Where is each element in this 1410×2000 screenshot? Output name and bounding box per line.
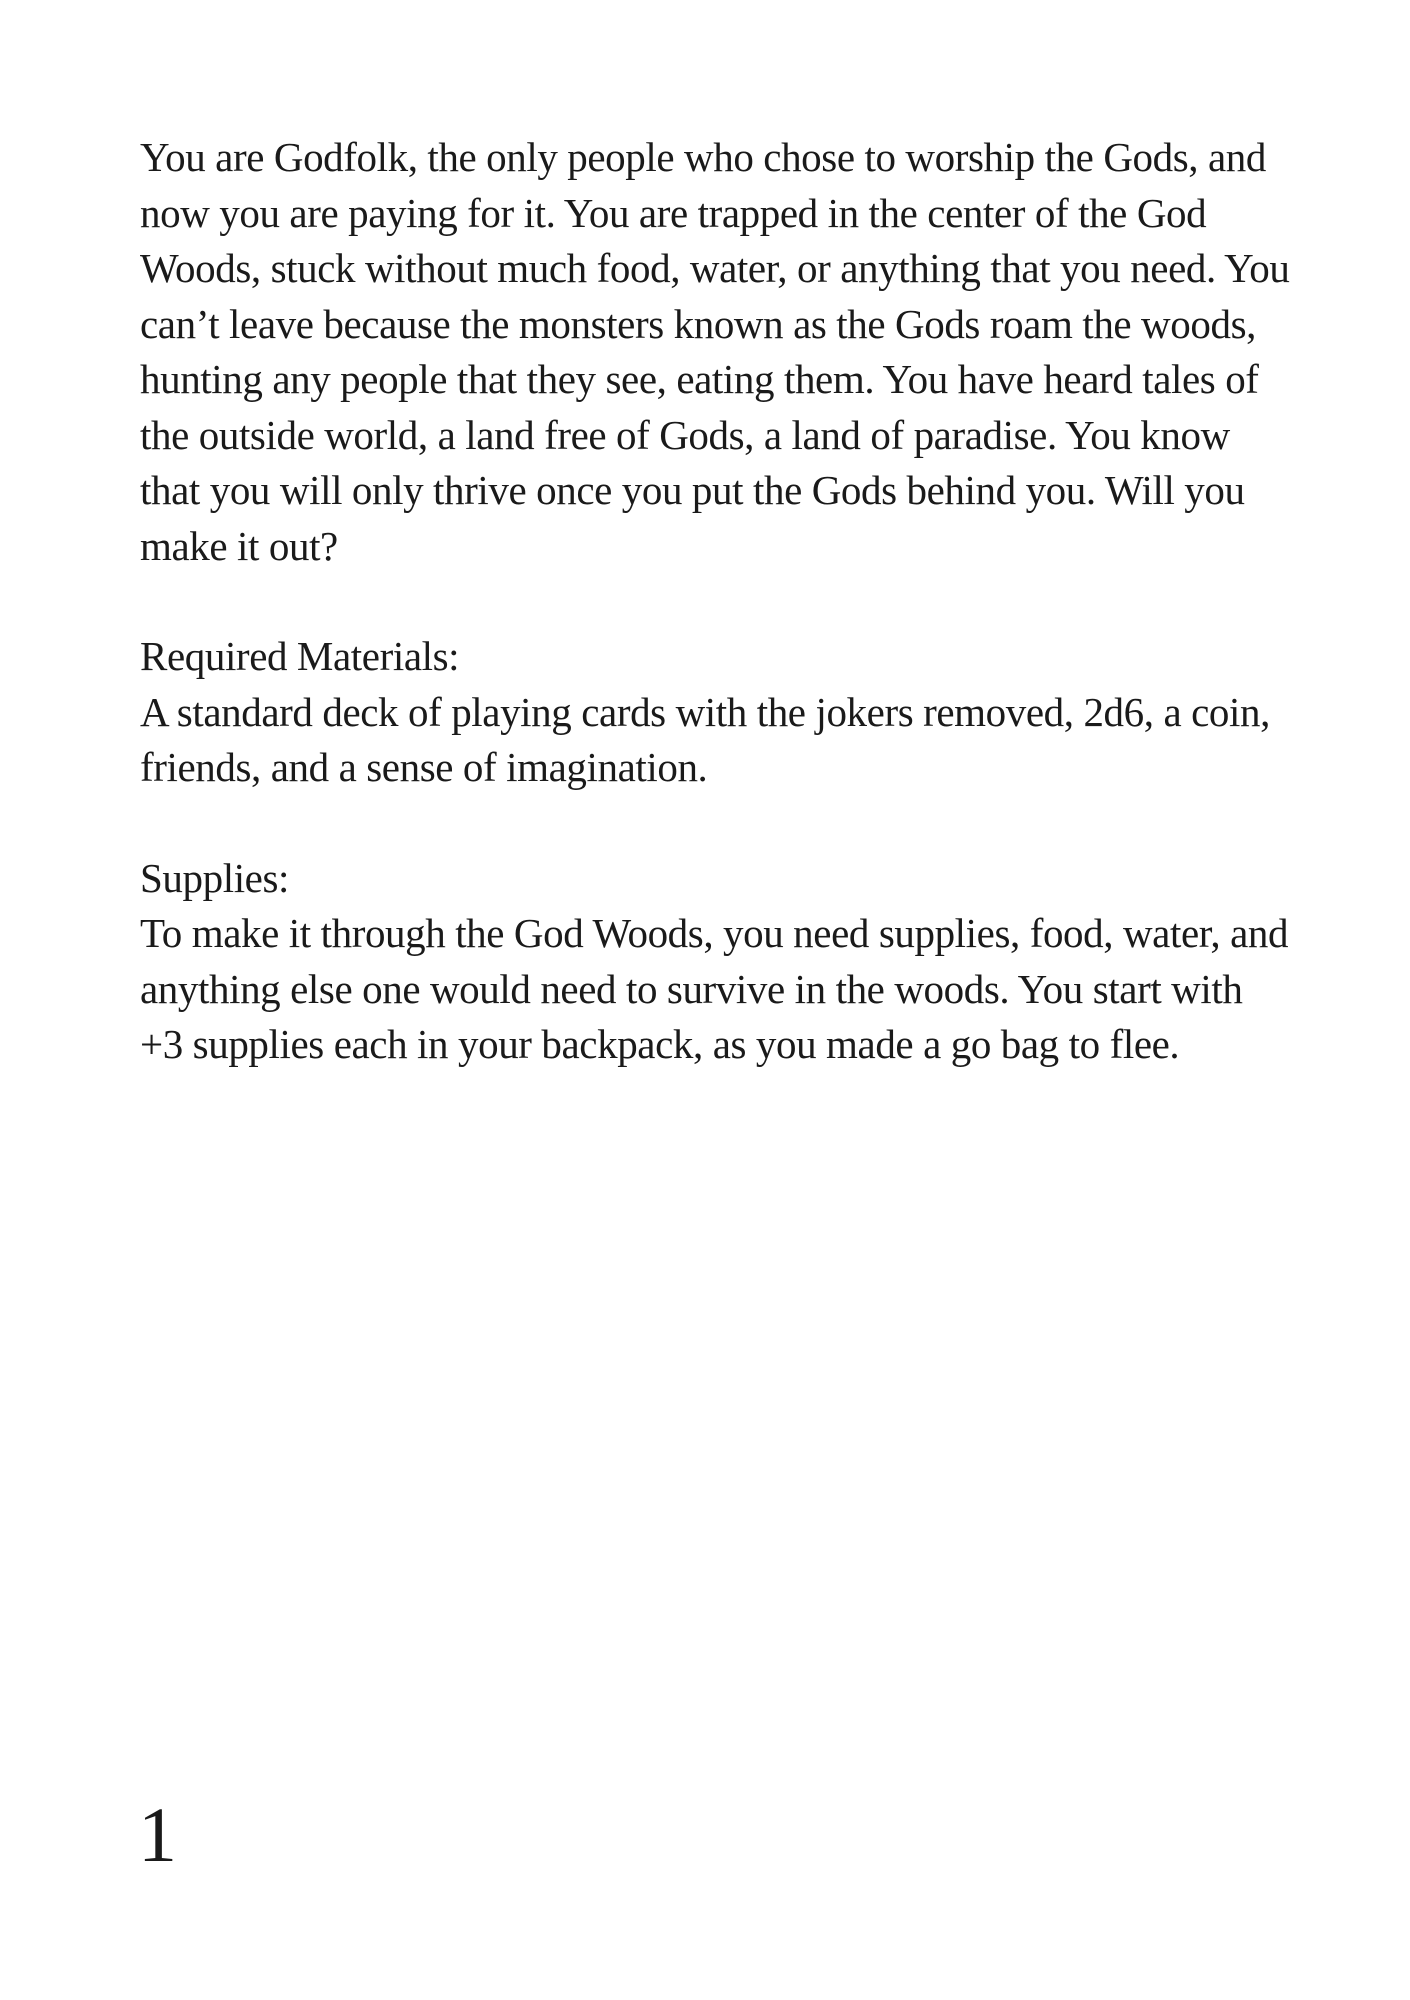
supplies-section <box>140 851 1290 1073</box>
page-number: 1 <box>138 1791 177 1878</box>
required-materials-heading: Required Materials: <box>140 633 460 679</box>
page-content <box>140 130 1290 1073</box>
required-materials-section <box>140 629 1290 796</box>
supplies-heading: Supplies: <box>140 854 290 901</box>
required-materials-text: A standard deck of playing cards with the jokers removed, 2d6, a coin, friends, and a sense of imagination. <box>140 688 1270 790</box>
supplies-text: To make it through the God Woods, you need supplies, food, water, and anything else one would need to survive in the woods. You start with +3 supplies each in your backpack, as you made a go bag to flee. <box>140 910 1289 1067</box>
intro-paragraph: You are Godfolk, the only people who chose to worship the Gods, and now you are paying for it. You are trapped in the center of the God Woods, stuck without much food, water, or anything that you need. You can’t leave because the monsters known as the Gods roam the woods, hunting any people that they see, eating them. You have heard tales of the outside world, a land free of Gods, a land of paradise. You know that you will only thrive once you put the Gods behind you. Will you make it out? <box>140 134 1290 569</box>
